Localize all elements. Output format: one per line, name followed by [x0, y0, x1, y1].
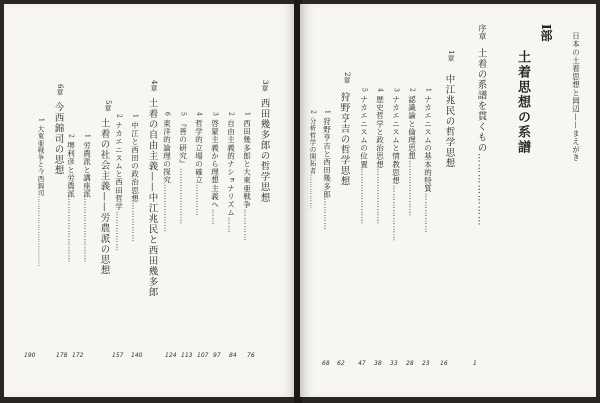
leader-dots: ……………: [423, 192, 433, 234]
sec-num: 1: [83, 134, 91, 139]
page-number: 28: [406, 360, 414, 367]
leader-dots: …………: [322, 198, 332, 231]
sec-title: 自由主義的ナショナリズム: [226, 119, 236, 217]
right-page: [300, 4, 596, 397]
ch3-sec6: [163, 112, 171, 233]
page-number: 47: [358, 360, 366, 367]
leader-dots: …………: [242, 208, 252, 241]
leader-dots: ……………: [130, 202, 140, 243]
sec-num: 4: [195, 112, 203, 117]
sec-num: 5: [360, 88, 368, 93]
ch3-sec1: [243, 112, 251, 241]
sec-title: ナカエニスムの位置: [359, 95, 369, 169]
page-number: 16: [440, 360, 448, 367]
ch6-sec1: [37, 118, 44, 267]
leader-dots: …………………: [391, 184, 401, 242]
sec-num: 2: [408, 88, 416, 93]
ch3-sec2: [227, 112, 235, 233]
preface-title-text: 土着の系譜を貫くもの: [475, 48, 487, 153]
sec-title: 啓蒙主義から理想主義へ: [210, 119, 220, 209]
sec-title: ナカエニスムと西田哲学: [114, 121, 124, 211]
sec-title: 西田幾多郎と大東亜戦争: [242, 119, 252, 209]
ch5-sec1: [83, 134, 91, 263]
ch5-number: 5章: [104, 100, 112, 112]
ch2-sec1: [323, 110, 331, 231]
page-number: 1: [473, 360, 477, 367]
leader-dots: …………………: [178, 168, 188, 225]
ch1-number: 1章: [447, 50, 455, 62]
ch3-sec3: [211, 112, 219, 225]
page-number: 23: [422, 360, 430, 367]
part-mark: I部: [539, 24, 553, 42]
leader-dots: ……………: [308, 174, 317, 210]
ch6-title: 今西錦司の思想: [52, 102, 64, 176]
leader-dots: ……………………: [82, 198, 92, 263]
leader-dots: ……………: [114, 210, 124, 252]
sec-title: 『善の研究』: [178, 119, 188, 169]
sec-title: 分析哲学の開拓者: [308, 117, 317, 175]
page-number: 157: [112, 352, 124, 359]
ch1-sec1: [424, 88, 432, 233]
sec-num: 1: [323, 110, 331, 115]
ch1-sec5: [360, 88, 368, 225]
leader-dots: …………………………: [36, 196, 45, 268]
leader-dots: ……: [210, 208, 220, 225]
ch4-title: 土着の自由主義——中江兆民と西田幾多郎: [146, 98, 158, 298]
sec-num: 2: [67, 134, 75, 139]
sec-num: 1: [424, 88, 432, 93]
sec-num: 2: [115, 114, 123, 119]
leader-dots: …………………: [475, 153, 487, 227]
ch3-sec4: [195, 112, 203, 217]
page-number: 97: [213, 352, 221, 359]
sec-num: 4: [376, 88, 384, 93]
sec-num: 1: [37, 118, 45, 123]
ch1-title: 中江兆民の哲学思想: [443, 74, 455, 169]
leader-dots: …………: [194, 184, 204, 217]
sec-num: 2: [309, 110, 317, 115]
sec-title: 東洋的論理の探究: [162, 119, 172, 185]
page-number: 33: [390, 360, 398, 367]
sec-num: 2: [227, 112, 235, 117]
leader-dots: …………………: [359, 168, 369, 226]
ch5-title: 土着の社会主義——労農派の思想: [98, 118, 110, 276]
sec-title: 大東亜戦争と今西錦司: [36, 125, 45, 197]
leader-dots: ……: [226, 216, 236, 233]
part-title: 土着思想の系譜: [515, 50, 530, 155]
ch4-number: 4章: [150, 80, 158, 92]
page-number: 107: [197, 352, 209, 359]
page-number: 140: [131, 352, 143, 359]
sec-num: 3: [211, 112, 219, 117]
ch4-sec1: [131, 114, 139, 243]
sec-title: 堺利彦と労農派: [66, 141, 76, 199]
page-number: 113: [181, 352, 193, 359]
ch1-sec3: [392, 88, 400, 241]
page-number: 124: [165, 352, 177, 359]
page-number: 178: [56, 352, 68, 359]
ch2-number: 2章: [343, 72, 351, 84]
ch3-title: 西田幾多郎の哲学思想: [258, 98, 270, 203]
page-number: 172: [72, 352, 84, 359]
page-number: 62: [337, 360, 345, 367]
leader-dots: ………………: [162, 184, 172, 233]
sec-title: 哲学的立場の確立: [194, 119, 204, 185]
ch1-sec2: [408, 88, 416, 217]
page-number: 76: [247, 352, 255, 359]
sec-title: ナカエニスムと情教思想: [391, 95, 401, 185]
page-number: 84: [229, 352, 237, 359]
book-header: 日本の土着思想と岡辺——まえがき: [571, 32, 581, 162]
sec-title: ナカエニスムの基本的特質: [423, 95, 433, 193]
page-number: 38: [374, 360, 382, 367]
preface-title: [476, 48, 486, 227]
ch1-sec4: [376, 88, 384, 225]
page-number: 68: [322, 360, 330, 367]
ch3-sec5: [179, 112, 187, 225]
ch4-sec2: [115, 114, 123, 251]
ch2-title: 狩野亨吉の哲学思想: [338, 92, 350, 187]
ch5-sec2: [67, 134, 75, 263]
sec-num: 6: [163, 112, 171, 117]
sec-num: 1: [243, 112, 251, 117]
leader-dots: …………………: [375, 168, 385, 226]
ch2-sec2: [309, 110, 316, 210]
preface-label: 序章: [478, 24, 487, 40]
sec-title: 労農派と講座派: [82, 141, 92, 199]
sec-title: 歴史哲学と政治思想: [375, 95, 385, 169]
ch3-number: 3章: [261, 80, 269, 92]
page-number: 190: [24, 352, 36, 359]
sec-num: 3: [392, 88, 400, 93]
leader-dots: …………………: [407, 160, 417, 217]
ch6-number: 6章: [56, 84, 64, 96]
sec-title: 中江と西田の政治思想: [130, 121, 140, 203]
sec-title: 認識論と倫理思想: [407, 95, 417, 161]
sec-num: 5: [179, 112, 187, 117]
sec-title: 狩野亨吉と西田幾多郎: [322, 117, 332, 199]
leader-dots: ……………………: [66, 198, 76, 263]
sec-num: 1: [131, 114, 139, 119]
